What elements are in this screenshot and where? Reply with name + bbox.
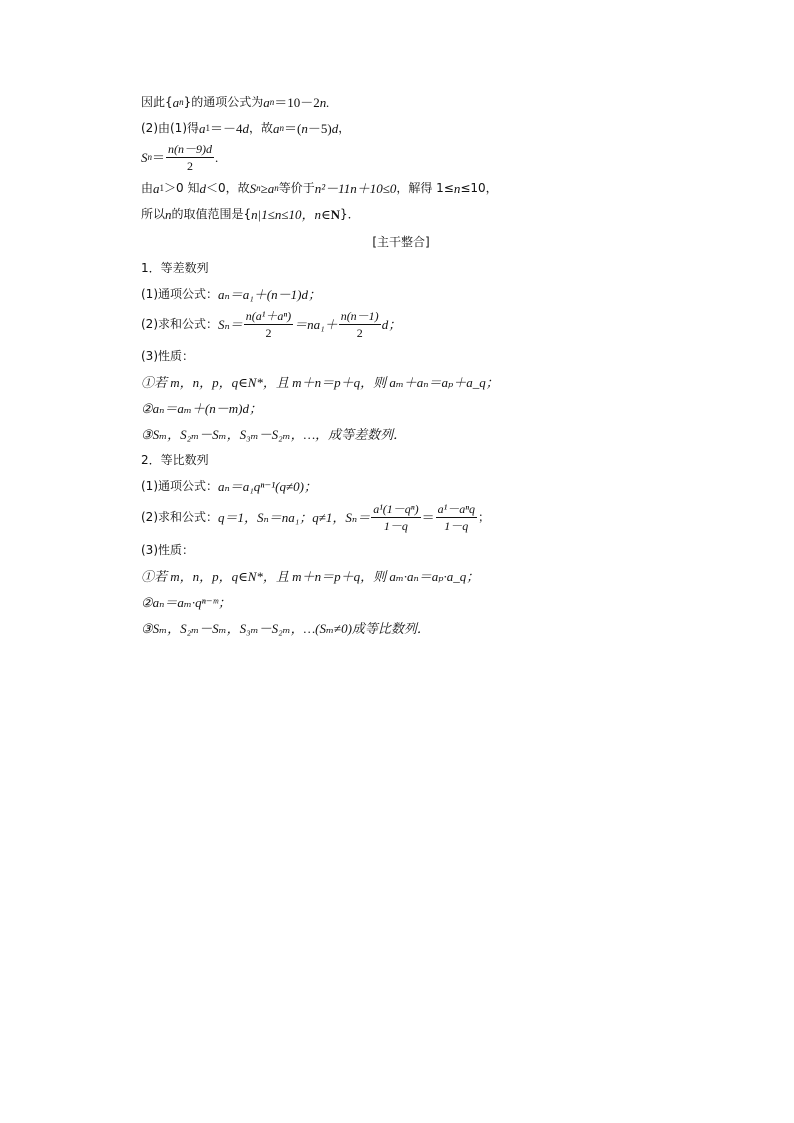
inequality-line: 由 a 1 ＞0 知 d ＜0，故 S n ≥ a n 等价于 n²－11n＋10≤0 ，解得 1≤ n ≤10，	[141, 180, 498, 196]
equals-sign: ＝	[421, 509, 435, 525]
var-a: a	[172, 94, 180, 110]
geom-general-term	[141, 476, 661, 496]
fraction	[371, 502, 420, 533]
denominator: 1－q	[444, 518, 469, 533]
arith-property-3: ③Sₘ，S₂ₘ－Sₘ，S₃ₘ－S₂ₘ，…，成等差数列．	[141, 426, 407, 442]
item-label: (1)通项公式：	[141, 287, 218, 301]
var-a: a	[199, 120, 206, 136]
formula: Sₙ＝	[218, 316, 243, 332]
numerator: a¹(1－qⁿ)	[373, 501, 419, 516]
equation-part: －5)	[307, 120, 332, 136]
formula: q＝1，Sₙ＝na₁；q≠1，Sₙ＝	[218, 509, 371, 525]
var-a: a	[263, 94, 270, 110]
text-segment: 的取值范围是{	[171, 207, 252, 221]
text-segment: 因此{	[141, 95, 173, 109]
denominator: 2	[356, 325, 363, 340]
text-segment: (2)由(1)得	[141, 121, 199, 135]
arith-properties-label: (3)性质：	[141, 349, 194, 363]
geom-sum-formula	[141, 498, 661, 536]
var-a: a	[267, 180, 275, 196]
var-S: S	[141, 149, 148, 165]
numerator: a¹－aⁿq	[437, 501, 475, 516]
punct: ；	[477, 510, 490, 524]
fraction	[166, 142, 214, 173]
equation-part: ＝－4	[210, 120, 243, 136]
arith-property-2: ②aₙ＝aₘ＋(n－m)d；	[141, 400, 262, 416]
text-segment: ＞0 知	[164, 181, 200, 195]
var-n: n	[453, 180, 461, 196]
geom-heading: 2．等比数列	[141, 453, 209, 467]
var-n: n	[165, 206, 172, 222]
var-S: S	[249, 180, 257, 196]
equation-part: ＝10－2	[274, 94, 320, 110]
set-builder: n|1≤n≤10，n∈	[251, 206, 331, 222]
formula: aₙ＝a₁qⁿ⁻¹(q≠0)；	[218, 478, 317, 494]
var-a: a	[273, 120, 280, 136]
polynomial: n²－11n＋10≤0	[314, 180, 397, 196]
sum-formula-line: S n ＝ $\frac{n(n-9)d}{2}$ .	[141, 141, 219, 173]
natural-numbers: N	[330, 206, 341, 222]
document-page	[141, 92, 661, 638]
fraction	[244, 309, 293, 340]
ge-sign: ≥	[260, 180, 268, 196]
denominator: 1－q	[383, 518, 408, 533]
geom-properties-label: (3)性质：	[141, 543, 194, 557]
item-label: (2)求和公式：	[141, 510, 218, 524]
general-term-conclusion: 因此{ a n }的通项公式为 a n ＝10－2 n.	[141, 94, 330, 110]
section-title: [主干整合]	[372, 235, 430, 249]
item-label: (1)通项公式：	[141, 479, 218, 493]
text-segment: ≤10，	[460, 181, 498, 195]
punct: }．	[340, 207, 360, 221]
equals-sign: ＝	[152, 149, 166, 165]
denominator: 2	[187, 158, 194, 173]
var-n: n.	[319, 94, 330, 110]
text-segment: ，解得 1≤	[396, 181, 454, 195]
punct: .	[215, 149, 219, 165]
numerator: n(a¹＋aⁿ)	[245, 308, 292, 323]
arith-property-1: ①若 m，n，p，q∈N*，且 m＋n＝p＋q，则 aₘ＋aₙ＝aₚ＋a_q；	[141, 374, 499, 390]
formula: ＝na₁＋	[294, 316, 338, 332]
formula: aₙ＝a₁＋(n－1)d；	[218, 286, 321, 302]
var-d: d	[331, 120, 339, 136]
arith-general-term	[141, 284, 661, 304]
fraction	[339, 309, 381, 340]
denominator: 2	[265, 325, 272, 340]
range-conclusion	[141, 204, 661, 224]
part2-derivation: (2)由(1)得 a 1 ＝－4 d ，故 a n ＝( n －5) d ，	[141, 120, 351, 136]
arith-sum-formula	[141, 306, 661, 342]
text-segment: 等价于	[278, 181, 315, 195]
geom-property-1: ①若 m，n，p，q∈N*，且 m＋n＝p＋q，则 aₘ·aₙ＝aₚ·a_q；	[141, 568, 480, 584]
var-d: d	[242, 120, 250, 136]
text-segment: 由	[141, 181, 154, 195]
arith-heading: 1．等差数列	[141, 261, 209, 275]
equation-part: ＝(	[284, 120, 302, 136]
var-d: d	[199, 180, 206, 196]
text-segment: ＜0，故	[205, 181, 250, 195]
geom-property-2: ②aₙ＝aₘ·qⁿ⁻ᵐ；	[141, 594, 232, 610]
item-label: (2)求和公式：	[141, 317, 218, 331]
text-segment: ，故	[249, 121, 274, 135]
fraction	[436, 502, 477, 533]
text-segment: }的通项公式为	[183, 95, 264, 109]
punct: ，	[338, 121, 351, 135]
formula: d；	[381, 316, 402, 332]
var-n: n	[301, 120, 308, 136]
geom-property-3: ③Sₘ，S₂ₘ－Sₘ，S₃ₘ－S₂ₘ，…(Sₘ≠0)成等比数列．	[141, 620, 430, 636]
numerator: n(n－9)d	[168, 141, 213, 156]
var-a: a	[153, 180, 160, 196]
text-segment: 所以	[141, 207, 166, 221]
numerator: n(n－1)	[340, 308, 379, 323]
